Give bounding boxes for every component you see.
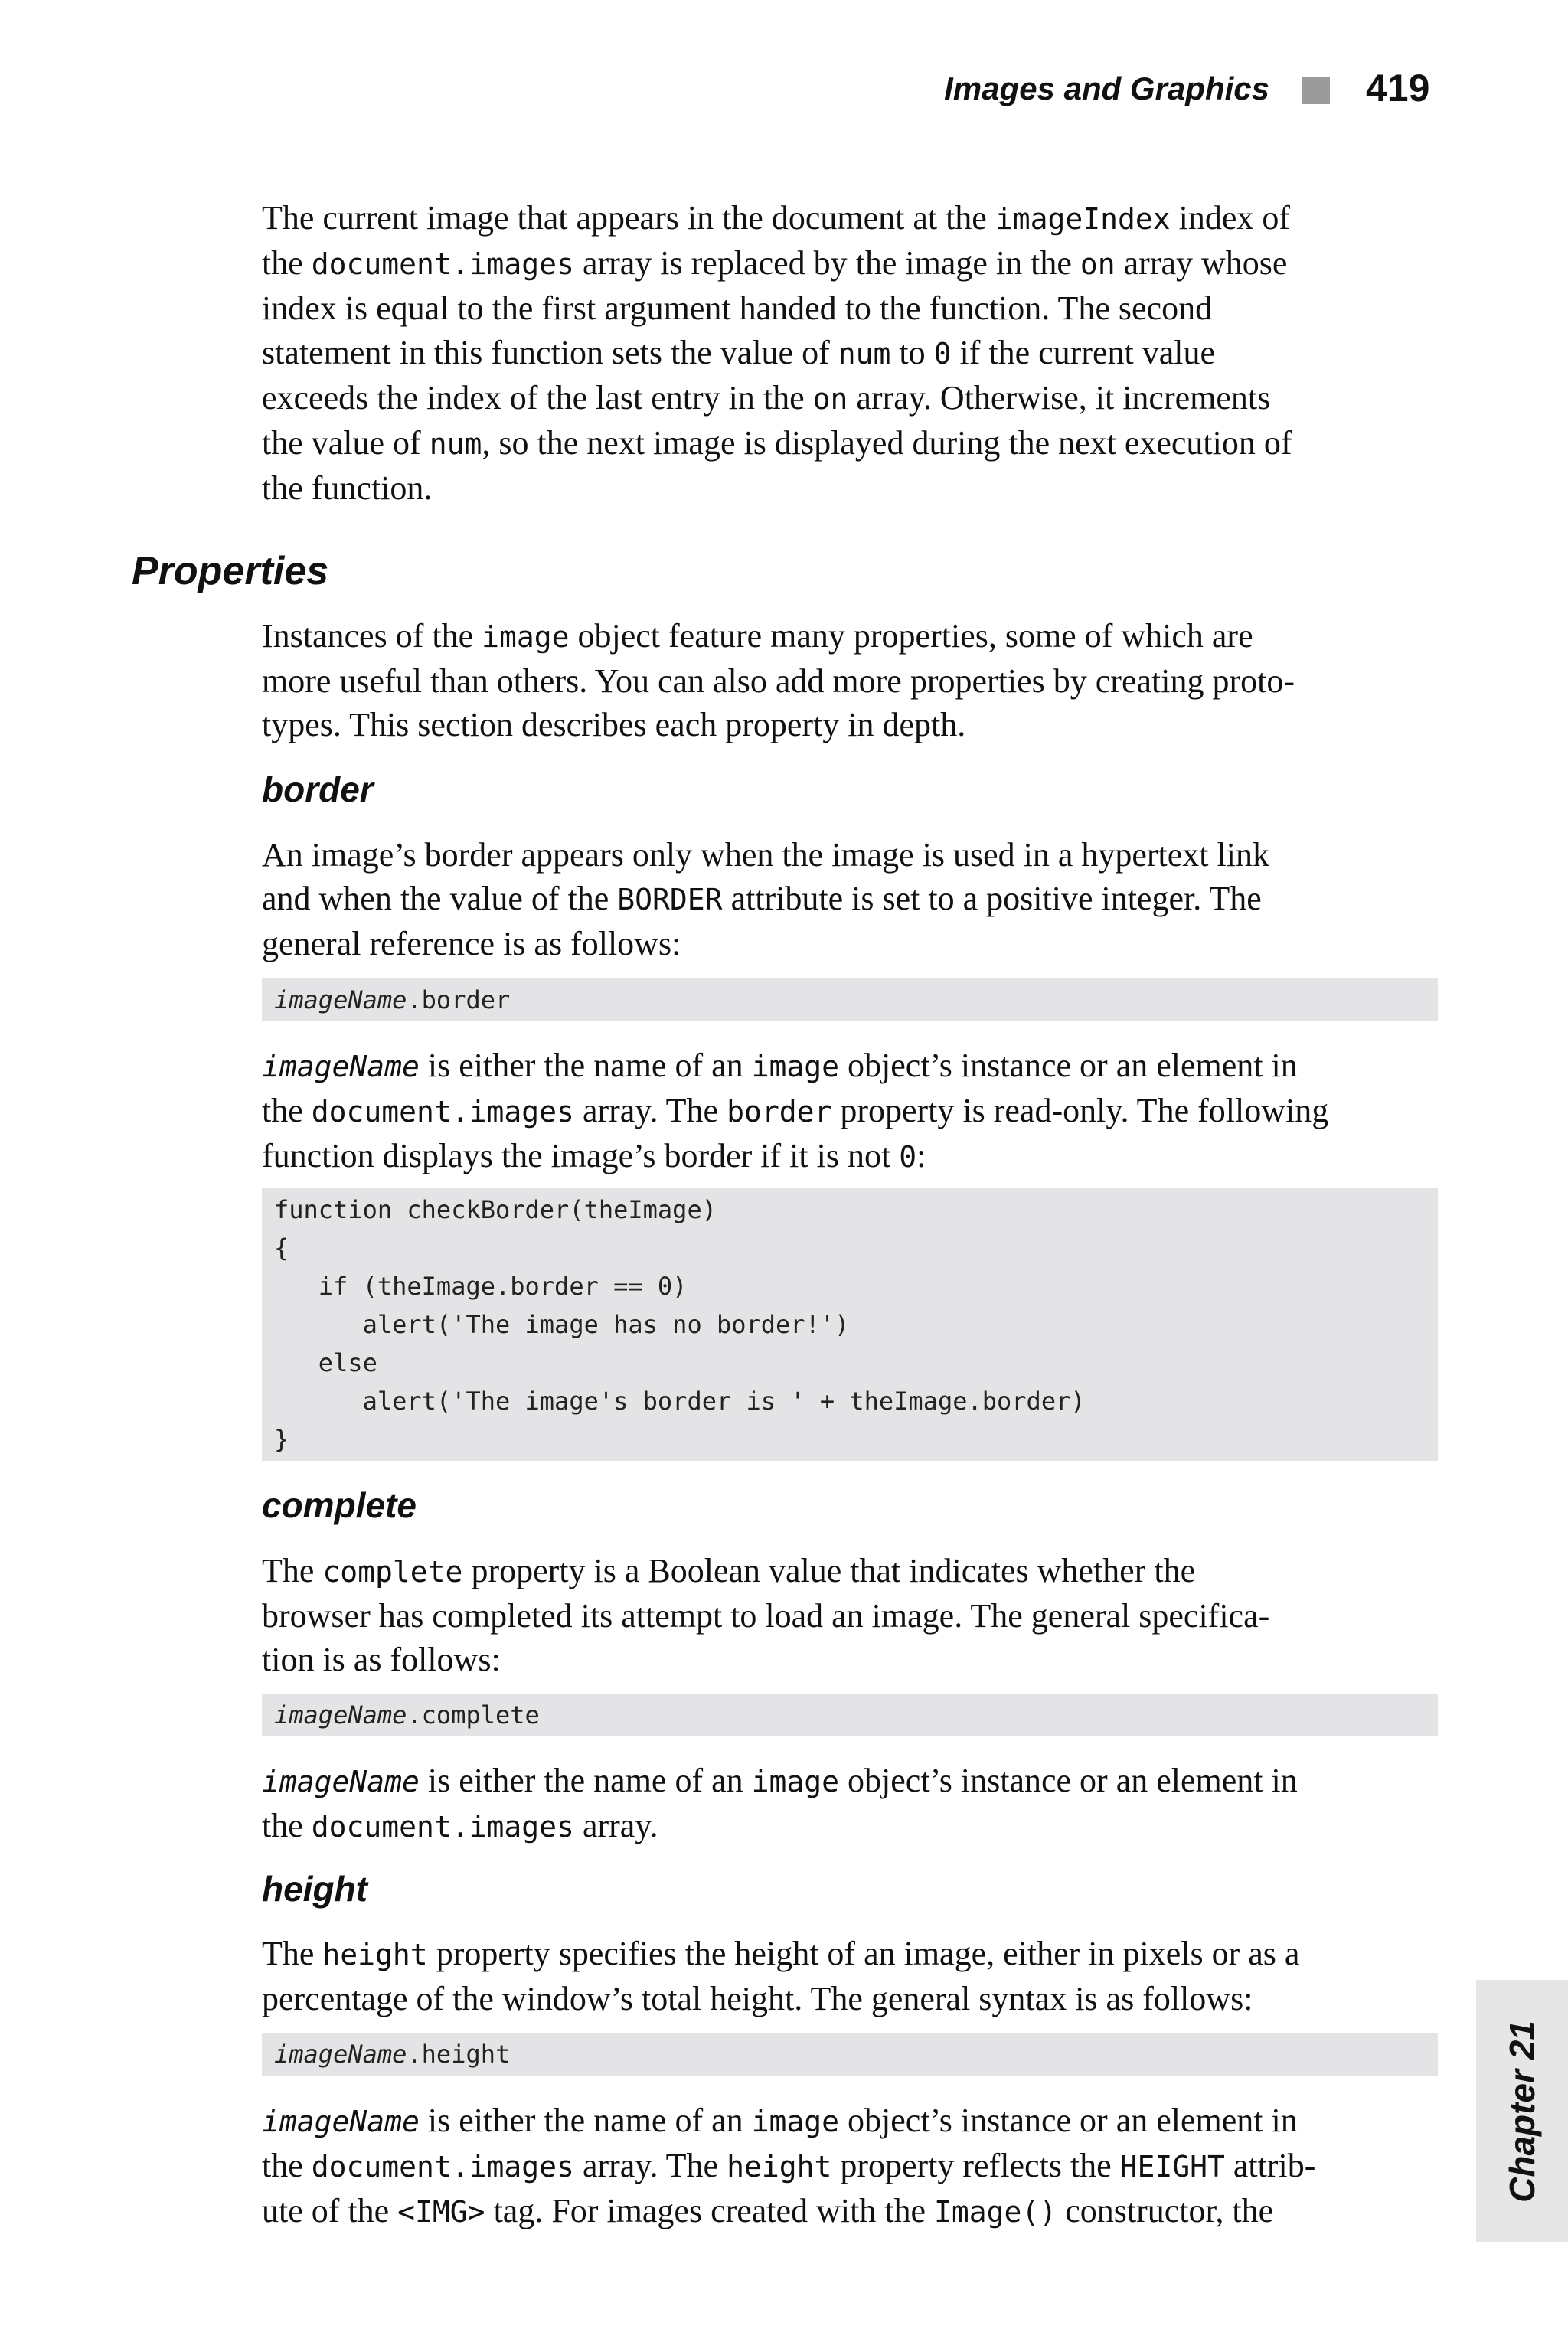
- height-syntax-box: imageName.height: [262, 2033, 1438, 2076]
- section-heading-properties: Properties: [132, 549, 329, 593]
- border-explanation-paragraph: imageName is either the name of an image object’s instance or an element in the document.images array. The border property is read-only. The following function displays the image’s border if it is not 0:: [262, 1047, 1329, 1175]
- code-line: if (theImage.border == 0): [274, 1272, 688, 1301]
- border-description-paragraph: An image’s border appears only when the image is used in a hypertext link and when the value of the BORDER attribute is set to a positive integer. The general reference is as follows:: [262, 836, 1269, 963]
- header-square-marker: [1302, 77, 1330, 104]
- subheading-complete: complete: [262, 1485, 416, 1525]
- check-border-code-block: [262, 1188, 1438, 1461]
- chapter-tab-label: Chapter 21: [1502, 2020, 1542, 2203]
- border-syntax-box: imageName.border: [262, 978, 1438, 1021]
- code-line: else: [274, 1348, 377, 1377]
- code-line: alert('The image's border is ' + theImage.border): [274, 1387, 1086, 1416]
- height-description-paragraph: The height property specifies the height of an image, either in pixels or as a percentage of the window’s total height. The general syntax is as follows:: [262, 1935, 1300, 2018]
- subheading-border: border: [262, 769, 374, 809]
- code-line: function checkBorder(theImage): [274, 1195, 717, 1224]
- page-number: 419: [1366, 67, 1430, 109]
- properties-paragraph: Instances of the image object feature many properties, some of which are more useful than others. You can also add more properties by creating proto- types. This section describes each property in depth.: [262, 617, 1295, 744]
- height-explanation-paragraph: imageName is either the name of an image object’s instance or an element in the document.images array. The height property reflects the HEIGHT attrib- ute of the <IMG> tag. For images created with the Image() constructor, the: [262, 2102, 1316, 2230]
- intro-paragraph: The current image that appears in the document at the imageIndex index of the document.images array is replaced by the image in the on array whose index is equal to the first argument handed to the function. The second statement in this function sets the value of num to 0 if the current value exceeds the index of the last entry in the on array. Otherwise, it increments the value of num, so the next image is displayed during the next execution of the function.: [262, 199, 1292, 508]
- complete-description-paragraph: The complete property is a Boolean value that indicates whether the browser has completed its attempt to load an image. The general specifica- tion is as follows:: [262, 1552, 1270, 1679]
- code-line: }: [274, 1425, 289, 1454]
- code-line: {: [274, 1233, 289, 1263]
- code-line: alert('The image has no border!'): [274, 1310, 850, 1339]
- complete-syntax-box: imageName.complete: [262, 1694, 1438, 1736]
- complete-explanation-paragraph: imageName is either the name of an image object’s instance or an element in the document.images array.: [262, 1762, 1298, 1845]
- subheading-height: height: [262, 1869, 368, 1909]
- running-header-title: Images and Graphics: [944, 70, 1269, 106]
